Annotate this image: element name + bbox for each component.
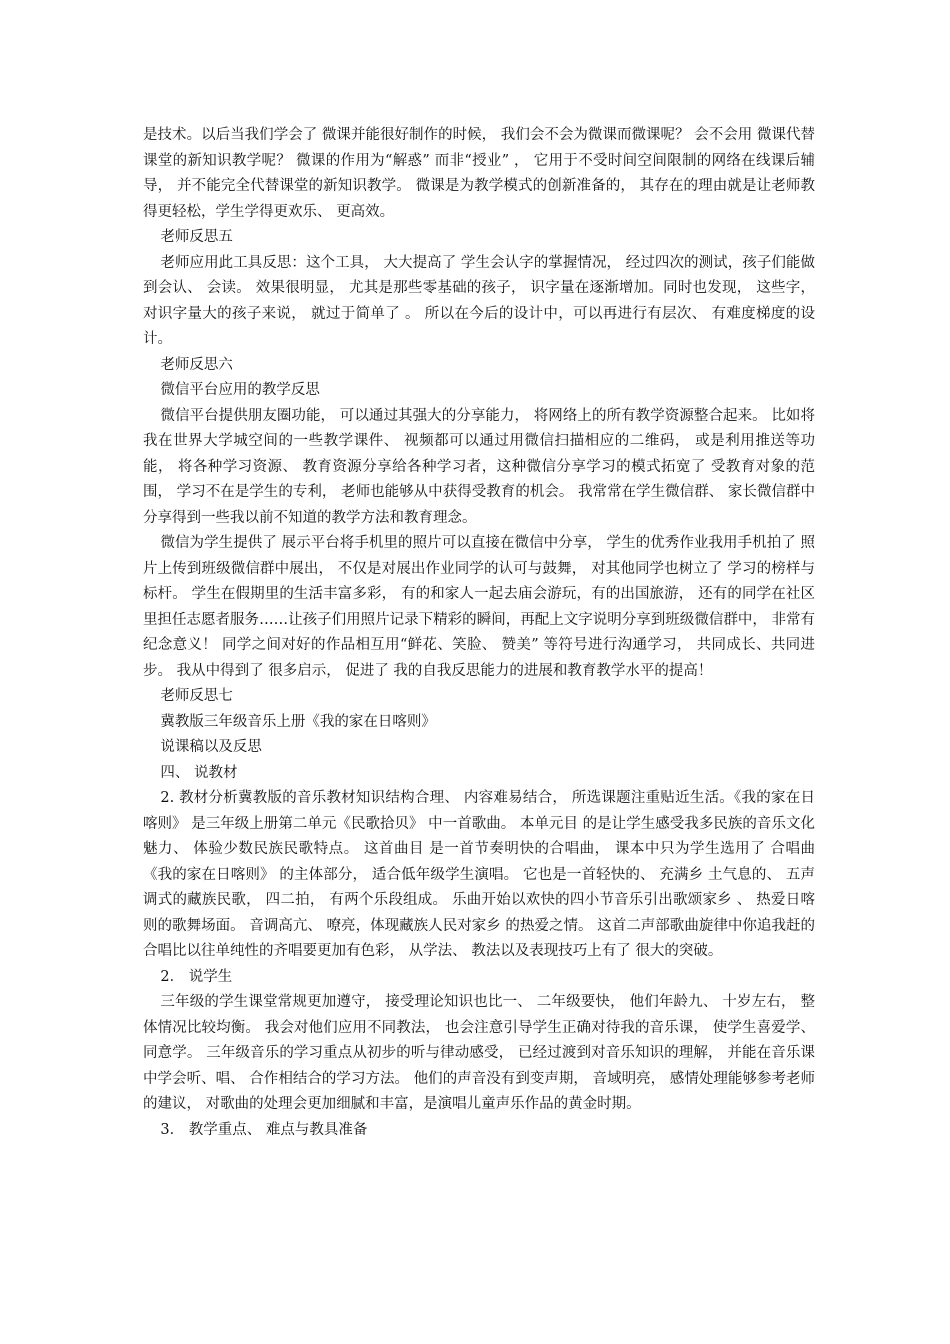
heading-section-textbook: 四、 说教材 <box>160 764 238 781</box>
heading-teacher-reflection-5: 老师反思五 <box>160 229 233 245</box>
paragraph-wechat-showcase: 微信为学生提供了 展示平台将手机里的照片可以直接在微信中分享， 学生的优秀作业我用手机拍了 照片上传到班级微信群中展出， 不仅是对展出作业同学的认可与鼓舞， 对其他同学也树立了 学习的榜样与标杆。 学生在假期里的生活丰富多彩， 有的和家人一起去庙会游玩，有的出国旅游， 还有的同学在社区里担任志愿者服务……让孩子们用照片记录下精彩的瞬间，再配上文字说明分享到班级微信群中， 非常有纪念意义！ 同学之间对好的作品相互用“鲜花、笑脸、 赞美” 等符号进行沟通学习， 共同成长、共同进步。 我从中得到了 很多启示， 促进了 我的自我反思能力的进展和教育教学水平的提高！ <box>143 535 815 679</box>
paragraph-wechat-sharing: 微信平台提供朋友圈功能， 可以通过其强大的分享能力， 将网络上的所有教学资源整合起来。 比如将我在世界大学城空间的一些教学课件、 视频都可以通过用微信扫描相应的二维码， 或是利用推送等功能， 将各种学习资源、 教育资源分享给各种学习者，这种微信分享学习的模式拓宽了 受教育对象的范围， 学习不在是学生的专利， 老师也能够从中获得受教育的机会。 我常常在学生微信群、 家长微信群中分享得到一些我以前不知道的教学方法和教育理念。 <box>143 407 815 526</box>
document-page <box>143 123 815 1143</box>
heading-lesson-subtitle: 说课稿以及反思 <box>160 739 262 755</box>
paragraph-microlecture-conclusion: 是技术。以后当我们学会了 微课并能很好制作的时候， 我们会不会为微课而微课呢？ 会不会用 微课代替课堂的新知识教学呢？ 微课的作用为“解惑” 而非“授业” ， 它用于不受时间空间限制的网络在线课后辅导， 并不能完全代替课堂的新知识教学。 微课是为教学模式的创新准备的， 其存在的理由就是让老师教得更轻松，学生学得更欢乐、 更高效。 <box>143 127 815 220</box>
paragraph-textbook-analysis: 2. 教材分析冀教版的音乐教材知识结构合理、 内容难易结合， 所选课题注重贴近生活。《我的家在日喀则》 是三年级上册第二单元《民歌拾贝》 中一首歌曲。 本单元目 的是让学生感受我多民族的音乐文化魅力、 体验少数民族民歌特点。 这首曲目 是一首节奏明快的合唱曲， 课本中只为学生选用了 合唱曲《我的家在日喀则》 的主体部分， 适合低年级学生演唱。 它也是一首轻快的、 充满乡 土气息的、 五声调式的藏族民歌， 四二拍， 有两个乐段组成。 乐曲开始以欢快的四小节音乐引出歌颂家乡 、 热爱日喀则的歌舞场面。 音调高亢、 嘹亮，体现藏族人民对家乡 的热爱之情。 这首二声部歌曲旋律中你追我赶的合唱比以往单纯性的齐唱要更加有色彩， 从学法、 教法以及表现技巧上有了 很大的突破。 <box>143 790 815 959</box>
paragraph-student-analysis: 三年级的学生课堂常规更加遵守， 接受理论知识也比一、 二年级要快， 他们年龄九、 十岁左右， 整体情况比较均衡。 我会对他们应用不同教法， 也会注意引导学生正确对待我的音乐课， 使学生喜爱学、 同意学。 三年级音乐的学习重点从初步的听与律动感受， 已经过渡到对音乐知识的理解， 并能在音乐课中学会听、唱、 合作相结合的学习方法。 他们的声音没有到变声期， 音域明亮， 感情处理能够参考老师的建议， 对歌曲的处理会更加细腻和丰富，是演唱儿童声乐作品的黄金时期。 <box>143 994 815 1112</box>
heading-teacher-reflection-6: 老师反思六 <box>160 356 233 373</box>
paragraph-tool-reflection: 老师应用此工具反思：这个工具， 大大提高了 学生会认字的掌握情况， 经过四次的测试，孩子们能做到会认、 会读。 效果很明显， 尤其是那些零基础的孩子， 识字量在逐渐增加。同时也发现， 这些字， 对识字量大的孩子来说， 就过于简单了 。 所以在今后的设计中，可以再进行有层次、 有难度梯度的设计。 <box>143 254 815 347</box>
heading-section-key-points: 3． 教学重点、 难点与教具准备 <box>160 1121 368 1138</box>
heading-wechat-reflection: 微信平台应用的教学反思 <box>160 382 320 398</box>
heading-lesson-title: 冀教版三年级音乐上册《我的家在日喀则》 <box>160 713 436 730</box>
heading-section-students: 2． 说学生 <box>160 968 233 985</box>
heading-teacher-reflection-7: 老师反思七 <box>160 688 233 704</box>
